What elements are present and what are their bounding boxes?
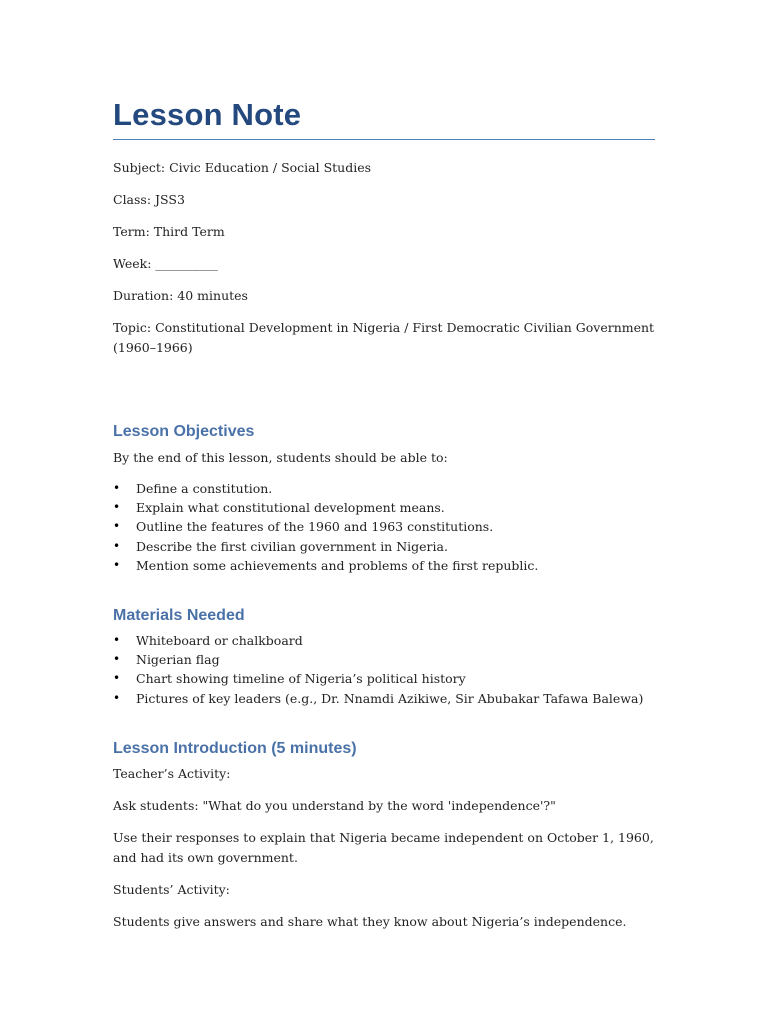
list-item <box>113 517 655 536</box>
bullet-icon: • <box>113 519 121 534</box>
list-item <box>113 556 655 575</box>
bullet-icon: • <box>113 500 121 515</box>
subject-line: Subject: Civic Education / Social Studies <box>113 160 372 175</box>
section-spacer <box>113 575 655 605</box>
bullet-icon: • <box>113 652 121 667</box>
list-item-text: Describe the first civilian government in Nigeria. <box>136 538 448 554</box>
list-item-text: Pictures of key leaders (e.g., Dr. Nnamdi Azikiwe, Sir Abubakar Tafawa Balewa) <box>136 690 644 706</box>
list-item-text: Mention some achievements and problems of the first republic. <box>136 557 539 573</box>
teacher-activity-label: Teacher’s Activity: <box>113 765 231 781</box>
bullet-icon: • <box>113 633 121 648</box>
bullet-icon: • <box>113 481 121 495</box>
page-title: Lesson Note <box>113 97 302 132</box>
bullet-icon: • <box>113 690 121 705</box>
bullet-icon: • <box>113 671 121 686</box>
list-item-text: Outline the features of the 1960 and 1963 constitutions. <box>136 519 494 535</box>
list-item-text: Define a constitution. <box>136 481 273 496</box>
list-item <box>113 498 655 517</box>
list-item <box>113 650 655 669</box>
list-item <box>113 689 655 708</box>
duration-line: Duration: 40 minutes <box>113 288 248 303</box>
objectives-heading: Lesson Objectives <box>113 423 255 440</box>
list-item-text: Explain what constitutional development means. <box>136 500 445 516</box>
materials-heading: Materials Needed <box>113 607 245 625</box>
teacher-ask-text: Ask students: "What do you understand by the word 'independence'?" <box>113 797 556 813</box>
teacher-explain-text: Use their responses to explain that Nigeria became independent on October 1, 1960, and had its own government. <box>113 829 654 865</box>
term-line: Term: Third Term <box>113 224 225 239</box>
students-activity-label: Students’ Activity: <box>113 881 230 897</box>
objectives-intro: By the end of this lesson, students should be able to: <box>113 450 448 465</box>
list-item <box>113 537 655 556</box>
students-activity-text: Students give answers and share what they know about Nigeria’s independence. <box>113 913 627 929</box>
week-line: Week: __________ <box>113 256 218 271</box>
list-item <box>113 669 655 688</box>
bullet-icon: • <box>113 557 121 572</box>
list-item-text: Nigerian flag <box>136 652 220 668</box>
list-item-text: Whiteboard or chalkboard <box>136 633 303 649</box>
objectives-list <box>113 479 655 575</box>
list-item <box>113 479 655 498</box>
materials-list <box>113 631 655 708</box>
class-line: Class: JSS3 <box>113 192 185 207</box>
title-underline <box>113 139 655 140</box>
list-item <box>113 631 655 650</box>
list-item-text: Chart showing timeline of Nigeria’s political history <box>136 671 466 687</box>
topic-line: Topic: Constitutional Development in Nigeria / First Democratic Civilian Government (1960–1966) <box>113 320 655 355</box>
bullet-icon: • <box>113 538 121 553</box>
section-spacer <box>113 358 655 421</box>
section-spacer <box>113 708 655 738</box>
introduction-heading: Lesson Introduction (5 minutes) <box>113 739 357 757</box>
